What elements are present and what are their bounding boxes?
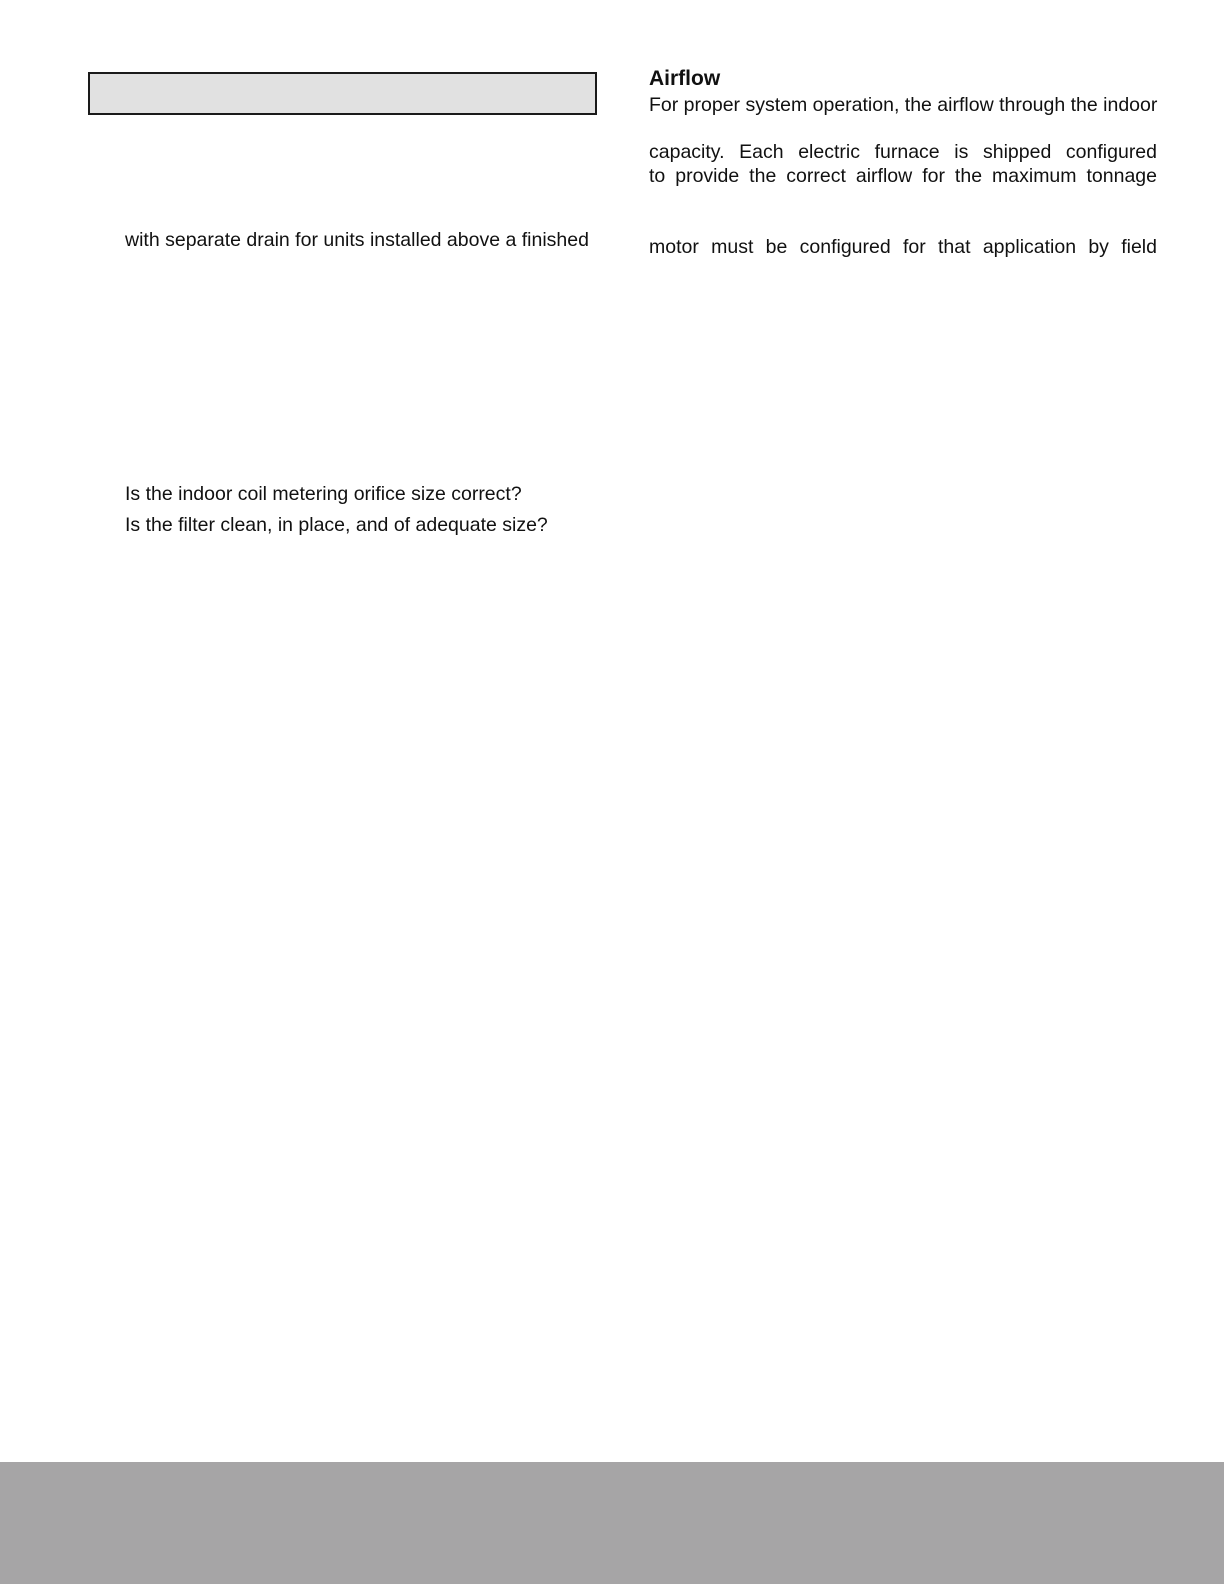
checklist-question-filter: Is the filter clean, in place, and of adequate size? — [125, 514, 548, 536]
airflow-paragraph-line-2: capacity. Each electric furnace is shipped configured — [649, 141, 1157, 163]
airflow-heading: Airflow — [649, 67, 721, 90]
airflow-paragraph-line-3: to provide the correct airflow for the maximum tonnage — [649, 165, 1157, 187]
section-header-box — [88, 72, 597, 115]
footer-band — [0, 1462, 1224, 1584]
airflow-paragraph-line-4: motor must be configured for that application by field — [649, 236, 1157, 258]
checklist-question-orifice: Is the indoor coil metering orifice size correct? — [125, 483, 522, 505]
airflow-paragraph-line-1: For proper system operation, the airflow through the indoor — [649, 94, 1158, 116]
drain-text-line: with separate drain for units installed above a finished — [125, 229, 589, 251]
